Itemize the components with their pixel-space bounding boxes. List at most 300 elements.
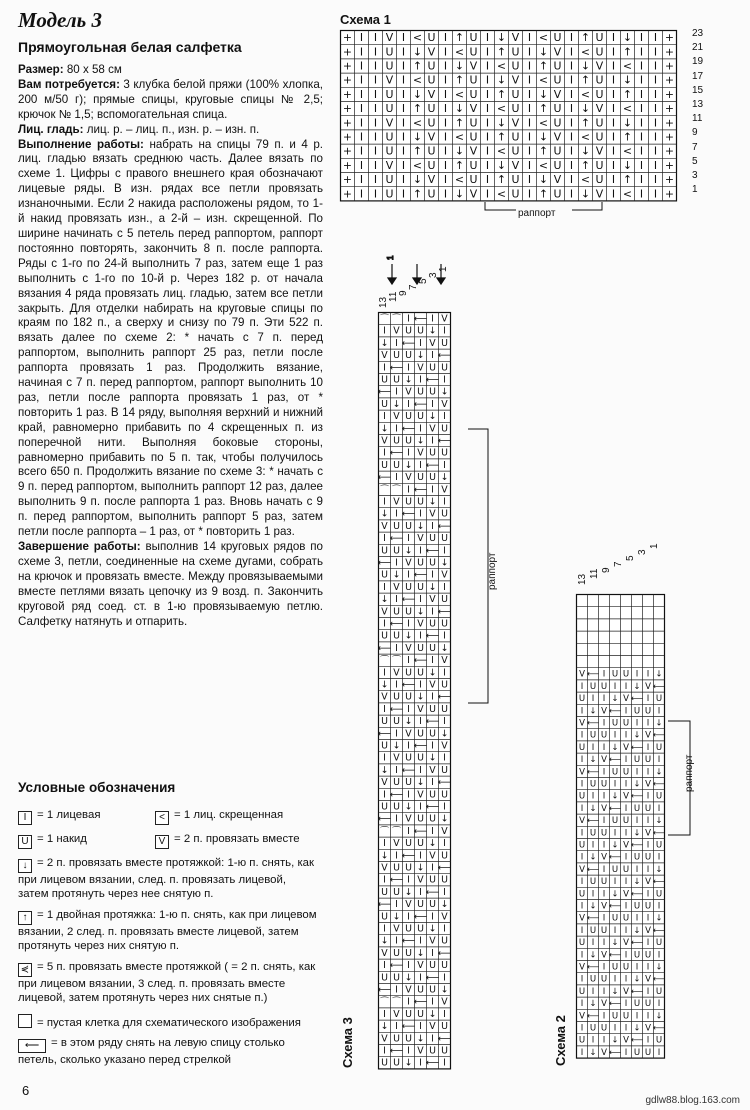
stitch-symbol: I: [613, 730, 617, 741]
stitch-symbol: <: [622, 144, 633, 158]
stitch-symbol: U: [405, 862, 412, 874]
stitch-symbol: U: [405, 947, 412, 959]
stitch-symbol: V: [601, 999, 607, 1010]
stitch-symbol: U: [553, 144, 562, 158]
stitch-symbol: ↓: [454, 144, 465, 158]
stitch-symbol: I: [580, 1023, 584, 1034]
stitch-symbol: I: [431, 777, 434, 789]
stitch-symbol: ↓: [589, 803, 597, 814]
stitch-symbol: V: [417, 533, 424, 545]
stitch-symbol: U: [381, 459, 388, 471]
stitch-symbol: I: [527, 87, 532, 101]
stitch-symbol: I: [624, 999, 628, 1010]
stitch-symbol: ↓: [655, 864, 663, 875]
stitch-symbol: ↓: [404, 1057, 413, 1069]
stitch-symbol: ⟵: [401, 423, 416, 435]
stitch-symbol: I: [431, 350, 434, 362]
stitch-symbol: I: [602, 742, 606, 753]
watermark-url: gdlw88.blog.163.com: [645, 1095, 740, 1106]
stitch-symbol: ↓: [440, 557, 449, 569]
stitch-symbol: I: [611, 73, 616, 87]
stitch-symbol: U: [655, 791, 663, 802]
stitch-symbol: V: [417, 703, 424, 715]
stitch-symbol: +: [664, 130, 675, 144]
stitch-symbol: ⟵: [389, 960, 404, 972]
stitch-symbol: I: [443, 374, 446, 386]
stitch-symbol: U: [429, 557, 436, 569]
stitch-symbol: +: [664, 116, 675, 130]
article: [18, 8, 323, 629]
stitch-symbol: I: [639, 173, 644, 187]
stitch-symbol: U: [600, 1023, 608, 1034]
stitch-symbol: I: [580, 950, 584, 961]
stitch-symbol: U: [644, 803, 652, 814]
stitch-symbol: ↓: [416, 1033, 425, 1045]
stitch-symbol: I: [373, 102, 378, 116]
scheme2-label: Схема 2: [553, 1015, 568, 1066]
stitch-symbol: I: [401, 102, 406, 116]
stitch-symbol: V: [429, 337, 436, 349]
stitch-symbol: U: [589, 681, 597, 692]
stitch-symbol: I: [639, 187, 644, 201]
stitch-symbol: <: [622, 59, 633, 73]
stitch-symbol: I: [431, 313, 434, 325]
stitch-symbol: I: [657, 901, 661, 912]
stitch-symbol: I: [401, 73, 406, 87]
stitch-symbol: I: [407, 960, 410, 972]
stitch-symbol: ↓: [622, 31, 633, 45]
stitch-symbol: I: [646, 791, 650, 802]
stitch-symbol: V: [441, 911, 448, 923]
stitch-symbol: I: [646, 694, 650, 705]
stitch-symbol: I: [646, 840, 650, 851]
stitch-symbol: I: [639, 102, 644, 116]
stitch-symbol: V: [579, 669, 585, 680]
stitch-symbol: V: [579, 816, 585, 827]
stitch-symbol: I: [485, 102, 490, 116]
stitch-symbol: +: [342, 73, 353, 87]
stitch-symbol: U: [511, 173, 520, 187]
knit-symbol-icon: I: [18, 811, 32, 825]
stitch-symbol: ↓: [428, 752, 437, 764]
stitch-symbol: ↓: [454, 187, 465, 201]
stitch-symbol: ↓: [440, 386, 449, 398]
stitch-symbol: U: [655, 840, 663, 851]
stitch-symbol: I: [401, 144, 406, 158]
stitch-symbol: U: [393, 374, 400, 386]
stitch-symbol: V: [427, 87, 436, 101]
stitch-symbol: I: [359, 73, 364, 87]
stitch-symbol: I: [383, 447, 386, 459]
stitch-symbol: I: [359, 158, 364, 172]
stitch-symbol: I: [443, 130, 448, 144]
stitch-symbol: I: [602, 1011, 606, 1022]
stitch-symbol: U: [553, 102, 562, 116]
stitch-symbol: I: [653, 102, 658, 116]
stitch-symbol: U: [427, 73, 436, 87]
stitch-symbol: U: [633, 950, 641, 961]
stitch-symbol: ↓: [380, 594, 389, 606]
stitch-symbol: ↓: [412, 45, 423, 59]
finish-label: Завершение работы:: [18, 540, 141, 553]
stitch-symbol: V: [429, 764, 436, 776]
stitch-symbol: I: [485, 130, 490, 144]
stitch-symbol: U: [429, 618, 436, 630]
stitch-symbol: V: [381, 350, 388, 362]
stitch-symbol: ↓: [538, 45, 549, 59]
stitch-symbol: V: [393, 752, 400, 764]
stitch-symbol: U: [553, 31, 562, 45]
stitch-symbol: U: [427, 187, 436, 201]
stitch-symbol: I: [407, 874, 410, 886]
stitch-symbol: U: [589, 1023, 597, 1034]
stitch-symbol: ↓: [392, 398, 401, 410]
stitch-symbol: U: [429, 789, 436, 801]
stitch-symbol: ⟵: [652, 828, 666, 839]
stitch-symbol: +: [342, 31, 353, 45]
stitch-symbol: U: [511, 144, 520, 158]
stitch-symbol: ⟵: [437, 947, 452, 959]
stitch-symbol: <: [454, 87, 465, 101]
stitch-symbol: ⟵: [608, 1047, 622, 1058]
stitch-symbol: I: [395, 386, 398, 398]
stitch-symbol: I: [602, 767, 606, 778]
stitch-symbol: I: [419, 459, 422, 471]
stitch-symbol: I: [613, 974, 617, 985]
stitch-symbol: U: [417, 557, 424, 569]
stitch-symbol: U: [589, 779, 597, 790]
stitch-symbol: U: [429, 533, 436, 545]
scheme3-label: Схема 3: [340, 1017, 355, 1068]
stitch-symbol: V: [417, 874, 424, 886]
stitch-symbol: I: [485, 31, 490, 45]
stitch-symbol: I: [653, 144, 658, 158]
row-number: 3: [637, 549, 648, 555]
stitch-symbol: I: [407, 996, 410, 1008]
stitch-symbol: I: [527, 187, 532, 201]
arrow-down-icon: ↓: [18, 859, 32, 873]
stitch-symbol: ↓: [440, 642, 449, 654]
stitch-symbol: ⟵: [413, 655, 428, 667]
stitch-symbol: U: [553, 73, 562, 87]
stitch-symbol: U: [385, 59, 394, 73]
stitch-symbol: U: [644, 950, 652, 961]
stitch-symbol: I: [602, 694, 606, 705]
stitch-symbol: V: [405, 728, 412, 740]
stitch-symbol: ⟵: [652, 877, 666, 888]
stitch-symbol: I: [443, 545, 446, 557]
stitch-symbol: U: [405, 1008, 412, 1020]
stitch-symbol: U: [589, 925, 597, 936]
stitch-symbol: ↓: [412, 130, 423, 144]
stitch-symbol: V: [381, 777, 388, 789]
row-number: 11: [692, 113, 703, 125]
stitch-symbol: I: [624, 706, 628, 717]
stitch-symbol: U: [381, 911, 388, 923]
stitch-symbol: ↓: [655, 718, 663, 729]
stitch-symbol: U: [417, 642, 424, 654]
stitch-symbol: ↑: [538, 102, 549, 116]
stitch-symbol: ↓: [404, 801, 413, 813]
stitch-symbol: U: [417, 386, 424, 398]
stitch-symbol: I: [419, 374, 422, 386]
stitch-symbol: V: [579, 864, 585, 875]
stitch-symbol: I: [602, 889, 606, 900]
stitch-symbol: I: [373, 130, 378, 144]
stitch-symbol: I: [624, 974, 628, 985]
stitch-symbol: ⟵: [413, 398, 428, 410]
stitch-symbol: U: [429, 960, 436, 972]
stitch-symbol: ↓: [611, 889, 619, 900]
stitch-symbol: U: [633, 901, 641, 912]
stitch-symbol: U: [633, 755, 641, 766]
stitch-symbol: U: [381, 398, 388, 410]
stitch-symbol: +: [342, 87, 353, 101]
stitch-symbol: ↑: [454, 73, 465, 87]
stitch-symbol: ↓: [428, 838, 437, 850]
stitch-symbol: V: [441, 740, 448, 752]
stitch-symbol: ↓: [633, 974, 641, 985]
stitch-symbol: I: [485, 116, 490, 130]
stitch-symbol: I: [443, 667, 446, 679]
stitch-symbol: ↓: [380, 850, 389, 862]
stitch-symbol: V: [393, 581, 400, 593]
scheme1-repeat-label: раппорт: [518, 208, 556, 219]
stitch-symbol: U: [441, 960, 448, 972]
stitch-symbol: I: [373, 59, 378, 73]
stitch-symbol: I: [602, 718, 606, 729]
stitch-symbol: U: [429, 728, 436, 740]
stitch-symbol: ⟵: [437, 606, 452, 618]
stitch-symbol: <: [412, 116, 423, 130]
stitch-symbol: I: [407, 703, 410, 715]
stitch-symbol: I: [653, 173, 658, 187]
stitch-symbol: I: [646, 742, 650, 753]
stitch-symbol: I: [653, 45, 658, 59]
stitch-symbol: V: [511, 73, 520, 87]
stitch-symbol: U: [441, 1045, 448, 1057]
stitch-symbol: I: [569, 158, 574, 172]
stitch-symbol: I: [359, 173, 364, 187]
stitch-symbol: V: [429, 594, 436, 606]
stitch-symbol: ↑: [412, 144, 423, 158]
stitch-symbol: U: [381, 886, 388, 898]
stitch-symbol: U: [417, 1008, 424, 1020]
stitch-symbol: ⟵: [413, 313, 428, 325]
stitch-symbol: I: [611, 130, 616, 144]
stitch-symbol: <: [580, 45, 591, 59]
stitch-symbol: U: [611, 864, 619, 875]
stitch-symbol: I: [580, 852, 584, 863]
stitch-symbol: I: [624, 803, 628, 814]
stitch-symbol: ⟵: [586, 767, 600, 778]
stitch-symbol: U: [622, 816, 630, 827]
stitch-symbol: I: [359, 187, 364, 201]
stitch-symbol: I: [443, 1057, 446, 1069]
stitch-symbol: ↓: [412, 87, 423, 101]
stitch-symbol: I: [431, 691, 434, 703]
stitch-symbol: ↓: [622, 116, 633, 130]
stitch-symbol: <: [538, 158, 549, 172]
scheme3-repeat-label: раппорт: [487, 552, 498, 590]
stitch-symbol: I: [443, 630, 446, 642]
stitch-symbol: I: [443, 496, 446, 508]
stitch-symbol: I: [527, 59, 532, 73]
stitch-symbol: I: [359, 31, 364, 45]
stitch-symbol: U: [441, 337, 448, 349]
stitch-symbol: ⟵: [608, 901, 622, 912]
stitch-symbol: I: [569, 31, 574, 45]
stitch-symbol: ↓: [380, 337, 389, 349]
stitch-symbol: V: [601, 901, 607, 912]
stitch-symbol: ⟵: [389, 533, 404, 545]
stitch-symbol: U: [511, 87, 520, 101]
stitch-symbol: V: [601, 706, 607, 717]
stitch-symbol: I: [624, 779, 628, 790]
stitch-symbol: I: [591, 840, 595, 851]
stitch-symbol: U: [595, 31, 604, 45]
stitch-symbol: V: [417, 960, 424, 972]
scheme1-grid: [340, 30, 686, 202]
stitch-symbol: ⟵: [413, 569, 428, 581]
stitch-symbol: ⟵: [389, 362, 404, 374]
stitch-symbol: I: [419, 337, 422, 349]
stitch-symbol: U: [393, 350, 400, 362]
stitch-symbol: I: [624, 828, 628, 839]
stitch-symbol: U: [405, 325, 412, 337]
stitch-symbol: I: [407, 655, 410, 667]
stitch-symbol: I: [383, 703, 386, 715]
stitch-symbol: ↓: [454, 59, 465, 73]
stitch-symbol: I: [624, 901, 628, 912]
row-number: 3: [692, 170, 698, 181]
stitch-symbol: U: [622, 767, 630, 778]
stitch-symbol: U: [441, 533, 448, 545]
work-value: набрать на спицы 79 п. и 4 р. лиц. гладью вязать среднюю часть. Далее вязать по схеме 1. Цифры с правого внешнего края обозначают лицевые ряды. В изн. рядах все петли провязать изнаночными. Если 2 накида расположены рядом, то 1-й накид провязать изн., а 2-й – изн. скрещенной. По ширине начинать с 5 петель перед раппортом, раппорт постоянно повторять, закончить 8 п. после раппорта. Ряды с 1-го по 24-й выполнить 7 раз, затем еще 1 раз выполнить с 1-го по 10-й р. Через 182 р. от начала вязания 4 ряда провязать лиц. гладью, затем все петли закрыть. Для отделки набирать на круговые спицы по краям по 182 п., а сверху и снизу по 79 п. Эти 522 п. вязать далее по схеме 2: * начать с 7 п. перед раппортом, выполнить раппорт 25 раз, петли после раппорта провязать 1 раз. Продолжить вязание, начиная с 7 п. перед раппортом, раппорт выполнить 10 раз, петли после раппорта провязать 1 раз, от * повторить 1 раз. В 14 ряду, выполняя верхний и нижний край, равномерно прибавить по 4 скрещенных п. из поперечной нити. Выполняя боковые стороны, равномерно прибавить по 5 п. так, чтобы получилось всего 650 п. Продолжить вязание по схеме 3: * начать с 9 п. перед раппортом, выполнить раппорт 12 раз, далее выполнить 9 п. после раппорта 1 раз. Вновь начать с 9 п. перед раппортом, выполнить раппорт 5 раз, затем петли после раппорта – 1 раз, от * повторить 1 раз.: [18, 137, 323, 539]
stitch-symbol: V: [645, 730, 651, 741]
stitch-symbol: I: [407, 1045, 410, 1057]
stitch-symbol: I: [611, 158, 616, 172]
stitch-symbol: U: [595, 116, 604, 130]
stitch-symbol: ↓: [496, 158, 507, 172]
stitch-symbol: U: [393, 862, 400, 874]
stitch-symbol: ⟵: [377, 557, 392, 569]
stitch-symbol: ⟵: [630, 889, 644, 900]
stitch-symbol: V: [393, 667, 400, 679]
stitch-symbol: ⟵: [425, 801, 440, 813]
stitch-symbol: I: [580, 706, 584, 717]
stitch-symbol: ↓: [538, 130, 549, 144]
legend-title: Условные обозначения: [18, 780, 176, 795]
stitch-symbol: I: [407, 911, 410, 923]
stitch-symbol: U: [600, 828, 608, 839]
row-number: 13: [378, 296, 389, 308]
stitch-symbol: I: [443, 116, 448, 130]
stitch-symbol: U: [405, 691, 412, 703]
stitch-symbol: U: [393, 777, 400, 789]
stitch-symbol: ↑: [622, 45, 633, 59]
stitch-symbol: ↓: [611, 742, 619, 753]
stitch-symbol: ⌒: [391, 996, 402, 1008]
stitch-symbol: ↑: [412, 59, 423, 73]
stitch-symbol: I: [383, 618, 386, 630]
stitch-symbol: I: [602, 986, 606, 997]
stitch-symbol: U: [429, 703, 436, 715]
stitch-symbol: I: [401, 173, 406, 187]
stitch-symbol: I: [407, 569, 410, 581]
stitch-symbol: I: [443, 102, 448, 116]
scheme2-repeat-label: раппорт: [684, 754, 695, 792]
stitch-symbol: U: [427, 31, 436, 45]
stitch-symbol: ⟵: [608, 852, 622, 863]
stitch-symbol: ⟵: [425, 716, 440, 728]
stitch-symbol: I: [646, 938, 650, 949]
stitch-symbol: U: [611, 913, 619, 924]
stitch-symbol: V: [405, 557, 412, 569]
stitch-symbol: ↑: [580, 73, 591, 87]
stitch-symbol: ↓: [496, 31, 507, 45]
row-number: 17: [692, 70, 704, 82]
stitch-symbol: I: [580, 901, 584, 912]
stitch-symbol: I: [602, 816, 606, 827]
stitch-symbol: V: [429, 679, 436, 691]
stitch-symbol: ⟵: [413, 911, 428, 923]
stitch-symbol: I: [602, 913, 606, 924]
stitch-symbol: I: [395, 642, 398, 654]
stitch-symbol: I: [635, 1011, 639, 1022]
stitch-symbol: I: [383, 789, 386, 801]
stitch-symbol: I: [613, 779, 617, 790]
stitch-symbol: ⟵: [586, 1011, 600, 1022]
stitch-symbol: I: [569, 73, 574, 87]
stitch-symbol: U: [633, 852, 641, 863]
stitch-symbol: I: [443, 158, 448, 172]
stitch-symbol: ⟵: [389, 618, 404, 630]
row-number: 7: [408, 284, 419, 290]
stitch-symbol: V: [645, 877, 651, 888]
stitch-symbol: +: [664, 59, 675, 73]
stitch-symbol: ↓: [404, 630, 413, 642]
stitch-symbol: U: [417, 752, 424, 764]
stitch-symbol: +: [664, 31, 675, 45]
stitch-symbol: I: [569, 45, 574, 59]
stitch-symbol: V: [553, 45, 562, 59]
stitch-symbol: U: [393, 801, 400, 813]
row-number: 5: [692, 155, 698, 167]
stitch-symbol: I: [373, 158, 378, 172]
stitch-symbol: U: [405, 520, 412, 532]
stitch-symbol: U: [417, 838, 424, 850]
stitch-symbol: ↓: [428, 1008, 437, 1020]
stitch-symbol: I: [419, 850, 422, 862]
stitch-symbol: ↓: [633, 681, 641, 692]
stitch-symbol: I: [431, 520, 434, 532]
stitch-symbol: U: [655, 742, 663, 753]
legend-item-double: ↑ = 1 двойная протяжка: 1-ю п. снять, как при лицевом вязании, 2 след. п. провязать вместе лицевой, затем протянуть через них снятую п.: [18, 909, 317, 952]
row-number: 9: [601, 567, 612, 573]
stitch-symbol: V: [645, 925, 651, 936]
stitch-label: Лиц. гладь:: [18, 122, 84, 136]
stitch-symbol: I: [431, 911, 434, 923]
size-label: Размер:: [18, 63, 64, 76]
stitch-symbol: ⌒: [379, 655, 390, 667]
stitch-symbol: ↓: [392, 569, 401, 581]
stitch-symbol: U: [441, 508, 448, 520]
stitch-symbol: U: [600, 974, 608, 985]
stitch-symbol: V: [405, 813, 412, 825]
stitch-symbol: ↓: [611, 694, 619, 705]
stitch-symbol: U: [469, 173, 478, 187]
